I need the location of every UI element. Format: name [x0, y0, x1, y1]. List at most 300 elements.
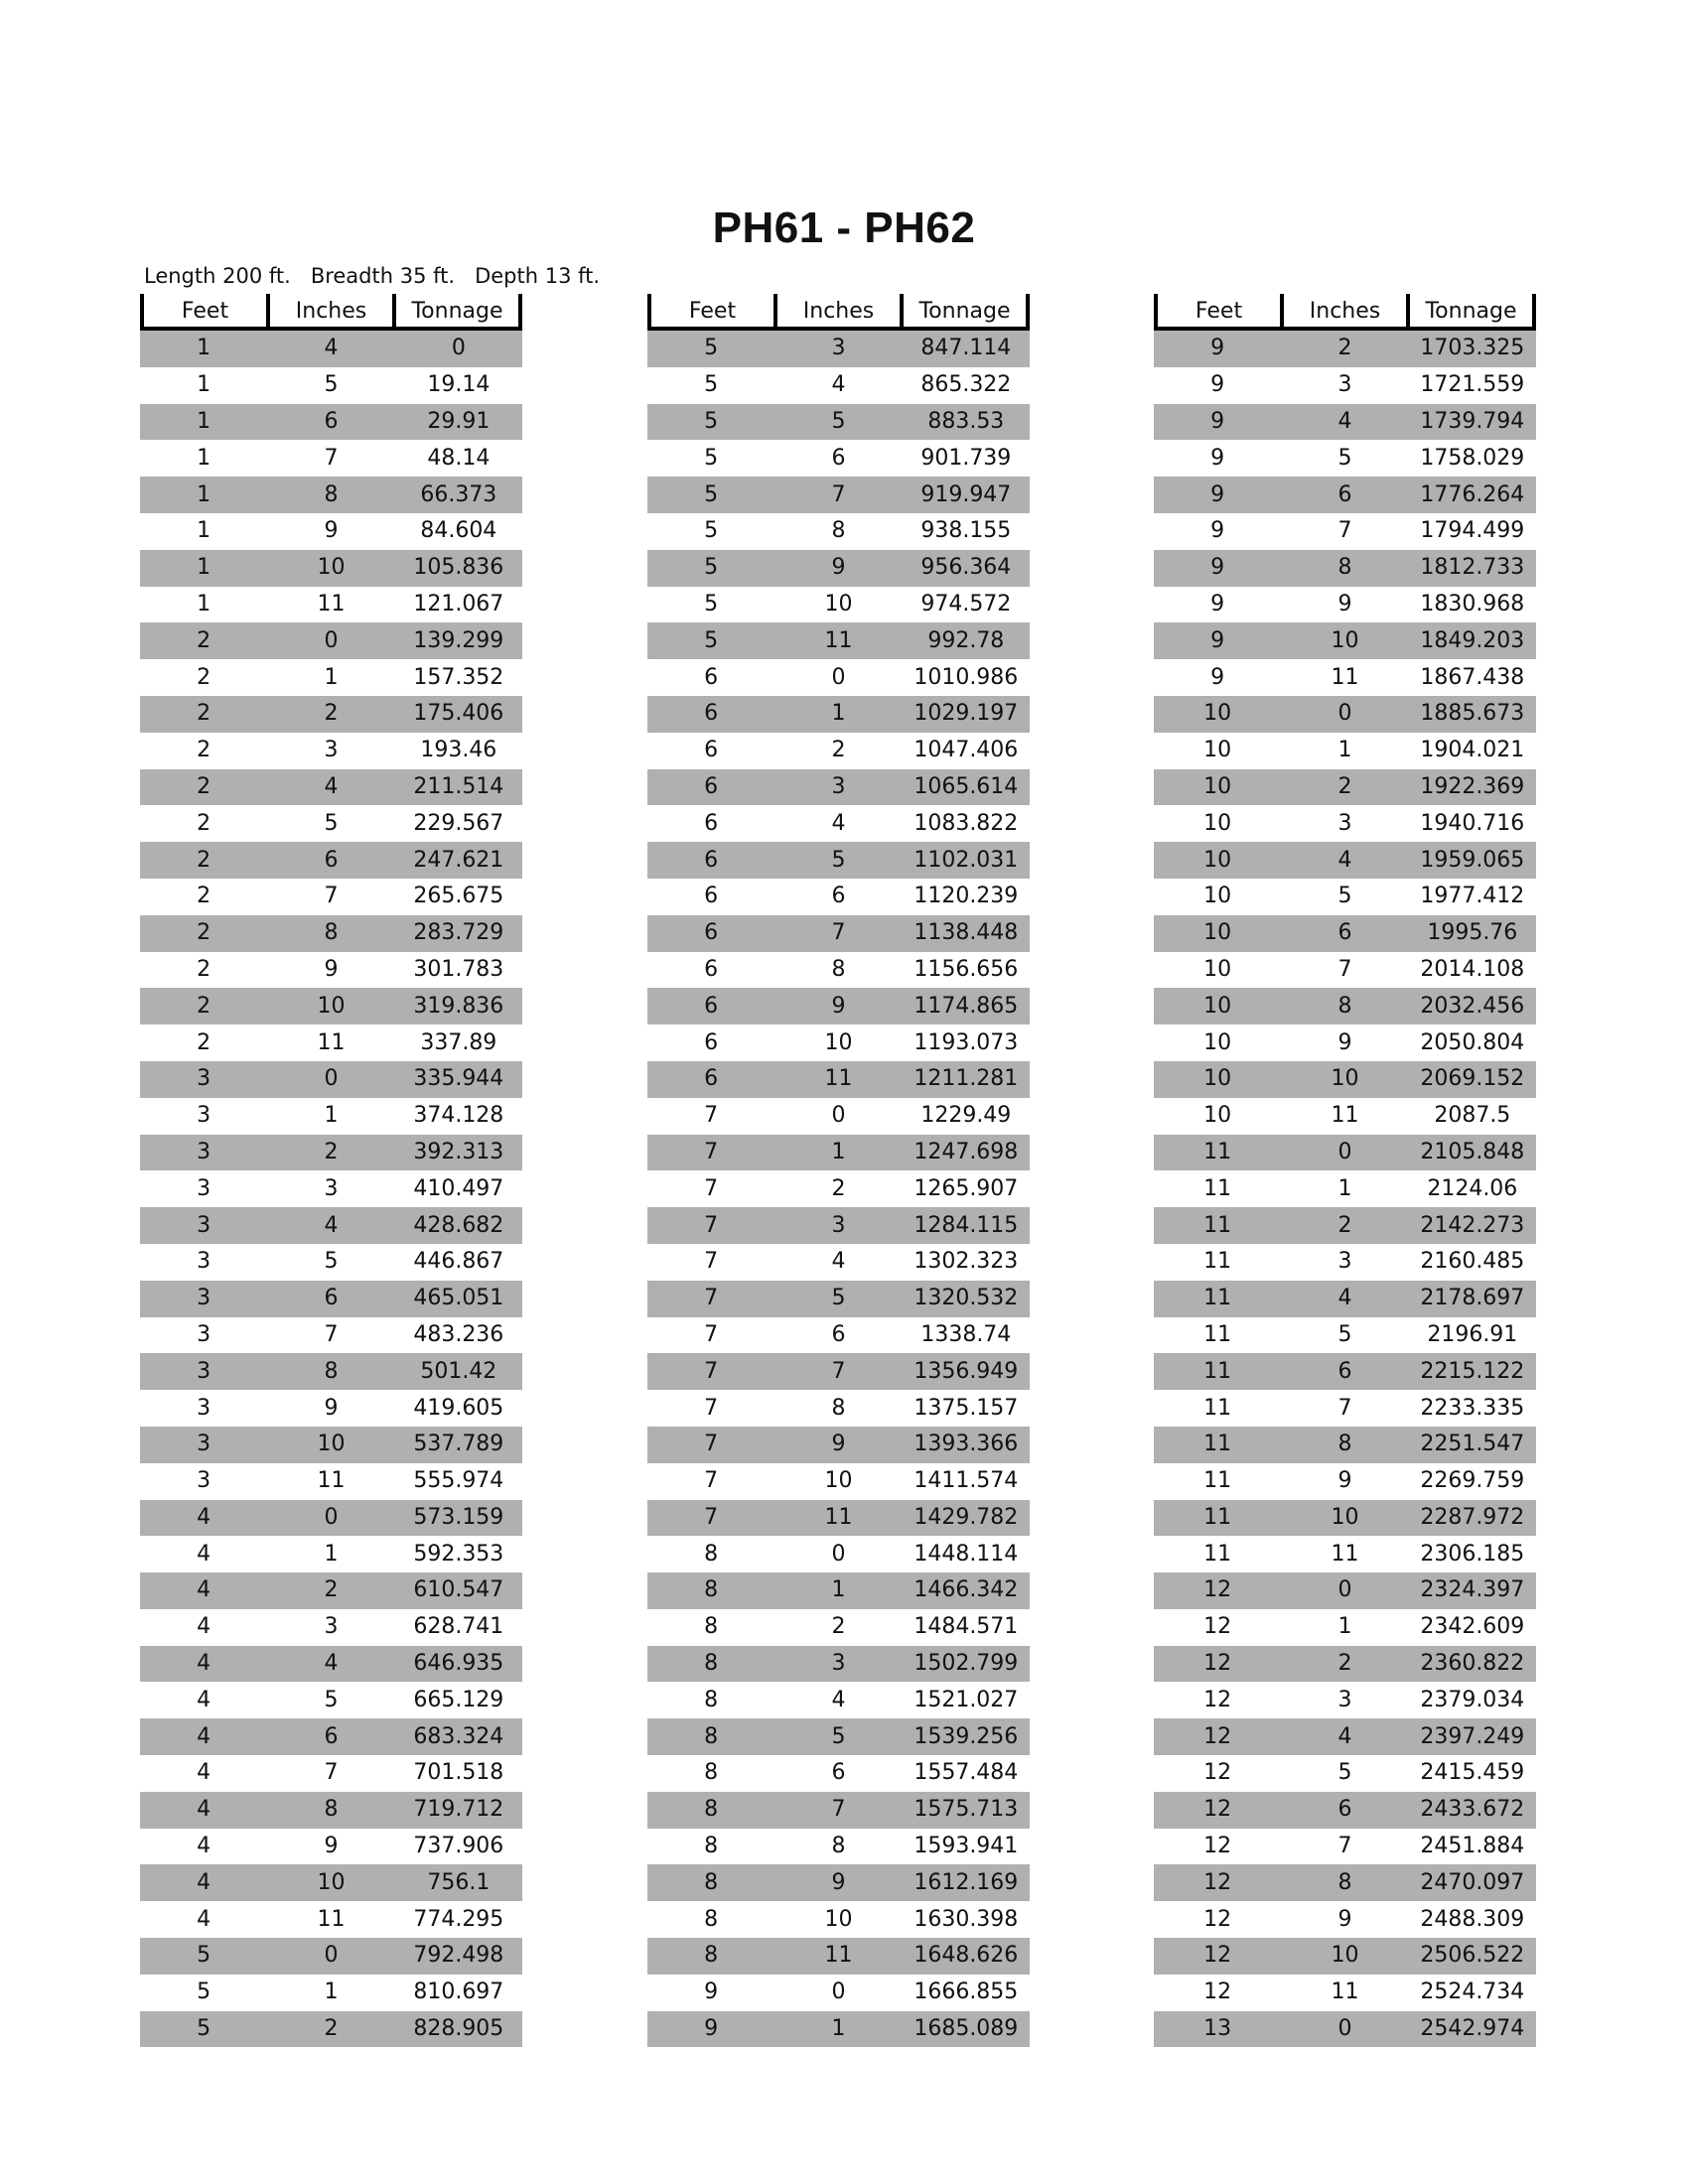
table-row	[140, 805, 522, 842]
cell-inches: 9	[324, 518, 339, 544]
cell-tonnage: 883.53	[927, 408, 1005, 434]
cell-tonnage: 2451.884	[1420, 1834, 1525, 1859]
cell-inches: 4	[1337, 408, 1352, 434]
table-row	[647, 842, 1030, 879]
cell-feet: 8	[704, 1834, 719, 1859]
cell-tonnage: 537.789	[413, 1432, 504, 1457]
table-row	[140, 1281, 522, 1317]
table-row	[1154, 1061, 1536, 1098]
cell-feet: 2	[197, 1029, 211, 1055]
header-feet: Feet	[1154, 294, 1280, 327]
cell-feet: 3	[197, 1286, 211, 1311]
table-row	[647, 1098, 1030, 1135]
cell-tonnage: 335.944	[413, 1066, 504, 1092]
cell-feet: 1	[197, 481, 211, 507]
cell-feet: 8	[704, 1687, 719, 1712]
cell-tonnage: 1776.264	[1420, 481, 1525, 507]
cell-feet: 2	[197, 810, 211, 836]
cell-inches: 2	[324, 1577, 339, 1603]
cell-feet: 3	[197, 1139, 211, 1164]
cell-tonnage: 555.974	[413, 1468, 504, 1494]
cell-tonnage: 774.295	[413, 1906, 504, 1932]
table-row	[647, 696, 1030, 733]
cell-inches: 1	[831, 1139, 846, 1164]
cell-tonnage: 1539.256	[914, 1723, 1019, 1749]
table-row	[1154, 440, 1536, 477]
cell-feet: 11	[1203, 1504, 1232, 1530]
cell-feet: 5	[704, 445, 719, 471]
table-row	[140, 1646, 522, 1683]
cell-inches: 5	[831, 847, 846, 873]
cell-inches: 5	[324, 372, 339, 398]
cell-tonnage: 2470.097	[1420, 1869, 1525, 1895]
cell-feet: 12	[1203, 1723, 1232, 1749]
cell-feet: 12	[1203, 1979, 1232, 2005]
table-row	[647, 1061, 1030, 1098]
cell-inches: 5	[324, 810, 339, 836]
cell-feet: 2	[197, 701, 211, 727]
cell-feet: 6	[704, 1066, 719, 1092]
cell-tonnage: 1265.907	[914, 1175, 1019, 1201]
cell-inches: 2	[324, 701, 339, 727]
table-row	[647, 1609, 1030, 1646]
cell-feet: 10	[1203, 1066, 1232, 1092]
table-row	[1154, 805, 1536, 842]
cell-tonnage: 2105.848	[1420, 1139, 1525, 1164]
cell-feet: 6	[704, 993, 719, 1019]
cell-feet: 3	[197, 1103, 211, 1129]
cell-tonnage: 2233.335	[1420, 1395, 1525, 1421]
cell-inches: 10	[317, 555, 346, 581]
cell-feet: 2	[197, 627, 211, 653]
table-row	[140, 769, 522, 806]
cell-tonnage: 901.739	[920, 445, 1012, 471]
cell-inches: 0	[1337, 1139, 1352, 1164]
cell-inches: 7	[1337, 956, 1352, 982]
cell-tonnage: 374.128	[413, 1103, 504, 1129]
cell-tonnage: 1557.484	[914, 1760, 1019, 1786]
cell-tonnage: 2269.759	[1420, 1468, 1525, 1494]
cell-tonnage: 1247.698	[914, 1139, 1019, 1164]
cell-tonnage: 2178.697	[1420, 1286, 1525, 1311]
cell-feet: 10	[1203, 1103, 1232, 1129]
cell-tonnage: 683.324	[413, 1723, 504, 1749]
cell-tonnage: 828.905	[413, 2016, 504, 2042]
cell-inches: 6	[1337, 920, 1352, 946]
table-row	[140, 1792, 522, 1829]
cell-tonnage: 1411.574	[914, 1468, 1019, 1494]
cell-feet: 7	[704, 1249, 719, 1275]
table-row	[1154, 879, 1536, 915]
table-row	[647, 1536, 1030, 1572]
cell-inches: 11	[317, 591, 346, 616]
cell-feet: 2	[197, 956, 211, 982]
cell-feet: 9	[1210, 408, 1225, 434]
cell-feet: 11	[1203, 1468, 1232, 1494]
cell-tonnage: 2415.459	[1420, 1760, 1525, 1786]
table-row	[140, 1901, 522, 1938]
cell-feet: 7	[704, 1103, 719, 1129]
cell-tonnage: 1102.031	[914, 847, 1019, 873]
cell-inches: 8	[1337, 993, 1352, 1019]
cell-inches: 4	[1337, 1723, 1352, 1749]
cell-feet: 8	[704, 1577, 719, 1603]
cell-inches: 8	[324, 481, 339, 507]
cell-feet: 4	[197, 1577, 211, 1603]
cell-tonnage: 2142.273	[1420, 1212, 1525, 1238]
table-row	[1154, 1609, 1536, 1646]
table-row	[1154, 1427, 1536, 1463]
cell-tonnage: 229.567	[413, 810, 504, 836]
table-row	[647, 1975, 1030, 2011]
cell-tonnage: 865.322	[920, 372, 1012, 398]
cell-inches: 9	[1337, 1468, 1352, 1494]
cell-inches: 9	[1337, 1029, 1352, 1055]
cell-inches: 1	[831, 1577, 846, 1603]
cell-inches: 1	[324, 1979, 339, 2005]
cell-tonnage: 1612.169	[914, 1869, 1019, 1895]
cell-feet: 11	[1203, 1358, 1232, 1384]
cell-inches: 9	[1337, 1906, 1352, 1932]
header-inches: Inches	[1280, 294, 1406, 327]
cell-inches: 11	[317, 1029, 346, 1055]
table-row	[1154, 733, 1536, 769]
table-row	[140, 367, 522, 404]
cell-inches: 10	[317, 1432, 346, 1457]
cell-feet: 7	[704, 1504, 719, 1530]
cell-inches: 3	[1337, 1249, 1352, 1275]
cell-tonnage: 1959.065	[1420, 847, 1525, 873]
cell-inches: 1	[324, 1103, 339, 1129]
cell-feet: 4	[197, 1687, 211, 1712]
cell-feet: 9	[704, 1979, 719, 2005]
cell-feet: 9	[1210, 664, 1225, 690]
cell-tonnage: 2087.5	[1434, 1103, 1511, 1129]
tonnage-table-1	[140, 294, 522, 2047]
cell-inches: 9	[324, 1395, 339, 1421]
table-row	[647, 1646, 1030, 1683]
table-row	[647, 1901, 1030, 1938]
cell-inches: 0	[831, 1979, 846, 2005]
cell-tonnage: 1521.027	[914, 1687, 1019, 1712]
table-row	[140, 952, 522, 989]
cell-tonnage: 29.91	[427, 408, 491, 434]
cell-tonnage: 2379.034	[1420, 1687, 1525, 1712]
cell-tonnage: 1229.49	[920, 1103, 1012, 1129]
cell-inches: 7	[324, 445, 339, 471]
cell-tonnage: 419.605	[413, 1395, 504, 1421]
table-row	[647, 1353, 1030, 1390]
table-row	[140, 1244, 522, 1281]
cell-inches: 3	[831, 1212, 846, 1238]
table-row	[1154, 1244, 1536, 1281]
cell-inches: 11	[824, 1066, 853, 1092]
cell-tonnage: 1922.369	[1420, 773, 1525, 799]
cell-tonnage: 319.836	[413, 993, 504, 1019]
cell-feet: 9	[1210, 591, 1225, 616]
cell-inches: 3	[831, 336, 846, 361]
table-row	[140, 440, 522, 477]
cell-inches: 4	[1337, 847, 1352, 873]
cell-tonnage: 1356.949	[914, 1358, 1019, 1384]
cell-inches: 0	[1337, 701, 1352, 727]
cell-feet: 10	[1203, 1029, 1232, 1055]
cell-feet: 4	[197, 1760, 211, 1786]
cell-inches: 3	[1337, 810, 1352, 836]
cell-feet: 11	[1203, 1321, 1232, 1347]
cell-feet: 3	[197, 1468, 211, 1494]
table-row	[1154, 2011, 1536, 2048]
table-row	[647, 879, 1030, 915]
table-row	[1154, 513, 1536, 550]
cell-feet: 11	[1203, 1541, 1232, 1567]
table-row	[140, 988, 522, 1024]
cell-inches: 11	[824, 627, 853, 653]
cell-inches: 9	[1337, 591, 1352, 616]
cell-tonnage: 1065.614	[914, 773, 1019, 799]
cell-tonnage: 410.497	[413, 1175, 504, 1201]
cell-tonnage: 919.947	[920, 481, 1012, 507]
cell-inches: 6	[324, 1723, 339, 1749]
cell-inches: 4	[324, 1212, 339, 1238]
cell-inches: 5	[324, 1687, 339, 1712]
table-row	[140, 696, 522, 733]
cell-tonnage: 1977.412	[1420, 884, 1525, 909]
cell-feet: 12	[1203, 1614, 1232, 1640]
table-row	[647, 1135, 1030, 1171]
table-row	[140, 2011, 522, 2048]
cell-inches: 4	[324, 773, 339, 799]
cell-feet: 11	[1203, 1175, 1232, 1201]
table-row	[647, 1755, 1030, 1792]
table-row	[140, 879, 522, 915]
cell-feet: 10	[1203, 738, 1232, 763]
cell-tonnage: 1648.626	[914, 1943, 1019, 1969]
cell-feet: 4	[197, 1869, 211, 1895]
cell-tonnage: 1193.073	[914, 1029, 1019, 1055]
table-header	[140, 294, 522, 331]
cell-inches: 9	[324, 956, 339, 982]
cell-tonnage: 2196.91	[1427, 1321, 1518, 1347]
cell-feet: 10	[1203, 701, 1232, 727]
cell-feet: 5	[197, 1979, 211, 2005]
cell-feet: 5	[704, 518, 719, 544]
cell-tonnage: 2287.972	[1420, 1504, 1525, 1530]
cell-inches: 1	[1337, 1175, 1352, 1201]
table-row	[140, 513, 522, 550]
cell-feet: 1	[197, 591, 211, 616]
cell-tonnage: 1739.794	[1420, 408, 1525, 434]
cell-feet: 12	[1203, 1651, 1232, 1677]
cell-inches: 6	[831, 1321, 846, 1347]
table-row	[140, 659, 522, 696]
table-row	[647, 477, 1030, 513]
cell-feet: 2	[197, 884, 211, 909]
cell-feet: 7	[704, 1358, 719, 1384]
table-row	[1154, 1829, 1536, 1865]
cell-tonnage: 1138.448	[914, 920, 1019, 946]
cell-tonnage: 1995.76	[1427, 920, 1518, 946]
cell-tonnage: 1375.157	[914, 1395, 1019, 1421]
table-row	[1154, 1682, 1536, 1718]
cell-inches: 9	[831, 1869, 846, 1895]
cell-feet: 6	[704, 701, 719, 727]
table-row	[140, 404, 522, 441]
cell-inches: 0	[1337, 1577, 1352, 1603]
cell-feet: 2	[197, 847, 211, 873]
cell-tonnage: 283.729	[413, 920, 504, 946]
table-row	[647, 1500, 1030, 1537]
cell-inches: 8	[324, 1797, 339, 1823]
cell-tonnage: 2524.734	[1420, 1979, 1525, 2005]
cell-feet: 8	[704, 1651, 719, 1677]
cell-feet: 11	[1203, 1139, 1232, 1164]
cell-inches: 11	[1331, 1541, 1359, 1567]
cell-tonnage: 1320.532	[914, 1286, 1019, 1311]
cell-tonnage: 1721.559	[1420, 372, 1525, 398]
table-row	[1154, 1500, 1536, 1537]
cell-inches: 7	[324, 884, 339, 909]
cell-feet: 10	[1203, 847, 1232, 873]
table-row	[140, 1975, 522, 2011]
table-row	[140, 1135, 522, 1171]
cell-inches: 0	[1337, 2016, 1352, 2042]
cell-feet: 6	[704, 920, 719, 946]
cell-tonnage: 1666.855	[914, 1979, 1019, 2005]
cell-feet: 5	[704, 408, 719, 434]
cell-tonnage: 301.783	[413, 956, 504, 982]
cell-inches: 6	[1337, 481, 1352, 507]
cell-tonnage: 1703.325	[1420, 336, 1525, 361]
table-row	[1154, 659, 1536, 696]
cell-tonnage: 573.159	[413, 1504, 504, 1530]
cell-tonnage: 2014.108	[1420, 956, 1525, 982]
table-row	[647, 988, 1030, 1024]
cell-inches: 11	[317, 1906, 346, 1932]
cell-tonnage: 1593.941	[914, 1834, 1019, 1859]
cell-feet: 3	[197, 1066, 211, 1092]
table-row	[1154, 1572, 1536, 1609]
cell-inches: 2	[831, 1614, 846, 1640]
cell-tonnage: 1029.197	[914, 701, 1019, 727]
table-row	[647, 915, 1030, 952]
table-row	[1154, 1207, 1536, 1244]
cell-tonnage: 1575.713	[914, 1797, 1019, 1823]
table-row	[1154, 404, 1536, 441]
table-row	[1154, 1390, 1536, 1427]
table-row	[647, 805, 1030, 842]
depth-label: Depth 13 ft.	[475, 264, 601, 288]
cell-tonnage: 1830.968	[1420, 591, 1525, 616]
cell-inches: 5	[1337, 1760, 1352, 1786]
cell-tonnage: 121.067	[413, 591, 504, 616]
cell-inches: 8	[1337, 1432, 1352, 1457]
cell-feet: 2	[197, 664, 211, 690]
cell-inches: 1	[1337, 738, 1352, 763]
cell-inches: 10	[824, 1468, 853, 1494]
cell-feet: 8	[704, 1797, 719, 1823]
cell-tonnage: 1885.673	[1420, 701, 1525, 727]
cell-feet: 9	[1210, 445, 1225, 471]
cell-tonnage: 2433.672	[1420, 1797, 1525, 1823]
table-row	[140, 550, 522, 587]
cell-inches: 8	[1337, 1869, 1352, 1895]
cell-inches: 4	[831, 1687, 846, 1712]
cell-inches: 10	[824, 1029, 853, 1055]
table-row	[140, 1098, 522, 1135]
cell-inches: 4	[324, 336, 339, 361]
cell-tonnage: 1940.716	[1420, 810, 1525, 836]
table-header	[1154, 294, 1536, 331]
table-row	[140, 915, 522, 952]
breadth-label: Breadth 35 ft.	[310, 264, 456, 288]
table-header	[647, 294, 1030, 331]
cell-inches: 5	[831, 1723, 846, 1749]
cell-inches: 3	[831, 1651, 846, 1677]
cell-tonnage: 66.373	[420, 481, 497, 507]
cell-feet: 5	[197, 1943, 211, 1969]
cell-feet: 5	[704, 481, 719, 507]
cell-inches: 6	[324, 847, 339, 873]
cell-tonnage: 193.46	[420, 738, 497, 763]
cell-feet: 12	[1203, 1760, 1232, 1786]
table-row	[647, 1792, 1030, 1829]
cell-inches: 7	[831, 920, 846, 946]
table-row	[647, 1207, 1030, 1244]
cell-inches: 11	[824, 1504, 853, 1530]
cell-inches: 1	[831, 2016, 846, 2042]
cell-inches: 8	[831, 1834, 846, 1859]
table-row	[140, 1061, 522, 1098]
cell-feet: 8	[704, 1869, 719, 1895]
cell-inches: 4	[324, 1651, 339, 1677]
cell-feet: 10	[1203, 773, 1232, 799]
cell-feet: 6	[704, 1029, 719, 1055]
table-row	[140, 587, 522, 623]
cell-tonnage: 1502.799	[914, 1651, 1019, 1677]
table-row	[1154, 1463, 1536, 1500]
cell-tonnage: 2069.152	[1420, 1066, 1525, 1092]
cell-inches: 10	[1331, 627, 1359, 653]
cell-feet: 12	[1203, 1797, 1232, 1823]
table-row	[140, 1170, 522, 1207]
table-row	[1154, 1718, 1536, 1755]
cell-inches: 1	[831, 701, 846, 727]
cell-feet: 13	[1203, 2016, 1232, 2042]
cell-inches: 0	[324, 1504, 339, 1530]
table-row	[1154, 1646, 1536, 1683]
table-row	[140, 1500, 522, 1537]
cell-inches: 10	[1331, 1504, 1359, 1530]
cell-inches: 5	[1337, 445, 1352, 471]
cell-tonnage: 628.741	[413, 1614, 504, 1640]
table-row	[140, 1938, 522, 1975]
cell-tonnage: 2342.609	[1420, 1614, 1525, 1640]
cell-tonnage: 1174.865	[914, 993, 1019, 1019]
cell-tonnage: 0	[451, 336, 466, 361]
cell-tonnage: 938.155	[920, 518, 1012, 544]
cell-tonnage: 2050.804	[1420, 1029, 1525, 1055]
cell-tonnage: 211.514	[413, 773, 504, 799]
cell-feet: 5	[704, 555, 719, 581]
cell-tonnage: 428.682	[413, 1212, 504, 1238]
cell-tonnage: 1630.398	[914, 1906, 1019, 1932]
cell-feet: 8	[704, 1723, 719, 1749]
cell-inches: 10	[317, 1869, 346, 1895]
cell-feet: 8	[704, 1541, 719, 1567]
cell-inches: 5	[1337, 1321, 1352, 1347]
cell-tonnage: 2506.522	[1420, 1943, 1525, 1969]
